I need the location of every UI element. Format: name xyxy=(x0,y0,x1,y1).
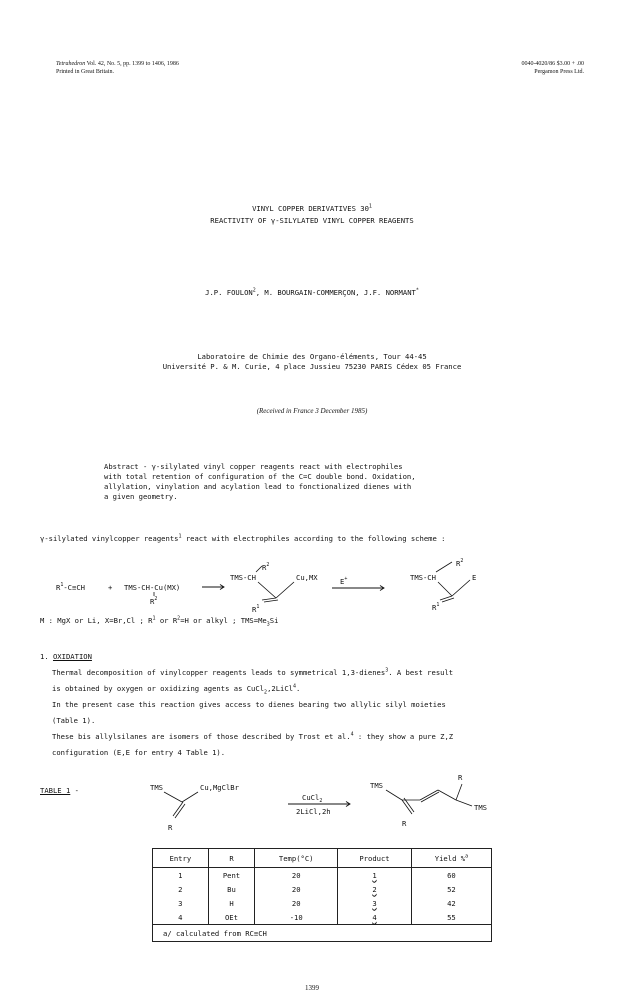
cell-temp: 20 xyxy=(255,882,338,896)
publisher: Pergamon Press Ltd. xyxy=(534,69,584,75)
cell-yield: 42 xyxy=(411,896,491,910)
scheme-cu-mx: Cu,MX xyxy=(296,573,318,582)
cell-product: 1 xyxy=(338,868,412,883)
table-row xyxy=(153,910,492,925)
journal-name: Tetrahedron xyxy=(56,61,86,67)
scheme-electrophile: E+ xyxy=(340,576,348,586)
section-para-2-line-1: In the present case this reaction gives access to dienes bearing two allylic silyl moieties xyxy=(52,700,446,709)
scheme-r2-b: $R^2$ xyxy=(456,558,464,568)
section-para-1-line-1: Thermal decomposition of vinylcopper reagents leads to symmetrical 1,3-dienes$^3$. A best result xyxy=(52,667,454,677)
abstract-line-4: a given geometry. xyxy=(104,492,178,501)
table-row xyxy=(153,896,492,910)
table-1 xyxy=(152,848,492,942)
table-scheme-r-bottom: R xyxy=(402,819,407,828)
cell-product: 4 xyxy=(338,910,412,925)
title-line-2: REACTIVITY OF γ-SILYLATED VINYL COPPER REAGENTS xyxy=(210,216,414,225)
table-1-scheme xyxy=(0,770,624,842)
cell-r: Bu xyxy=(208,882,255,896)
table-scheme-conditions: 2LiCl,2h xyxy=(296,807,331,816)
issn-code: 0040-4020/86 $3.00 + .00 xyxy=(521,61,584,67)
cell-yield: 55 xyxy=(411,910,491,925)
header-r: R xyxy=(208,849,255,868)
scheme-tms-ch: TMS-CH xyxy=(230,573,256,582)
section-para-3-line-2: configuration (E,E for entry 4 Table 1). xyxy=(52,748,226,757)
table-scheme-tms-left: TMS xyxy=(150,783,163,792)
abstract-line-3: allylation, vinylation and acylation lead to fonctionalized dienes with xyxy=(104,482,412,491)
cell-entry: 3 xyxy=(153,896,209,910)
journal-volume: Vol. 42, No. 5, pp. 1399 to 1406, 1986 xyxy=(85,61,179,67)
table-scheme-tms-right-2: TMS xyxy=(474,803,487,812)
table-scheme-r-left: R xyxy=(168,823,173,832)
section-heading: 1. OXIDATION xyxy=(40,652,92,661)
cell-product: 3 xyxy=(338,896,412,910)
header-yield: Yield %$^a$ xyxy=(411,849,491,868)
scheme-tms-ch-2: TMS-CH xyxy=(410,573,436,582)
scheme-r1-alkyne: $R^1-C\equiv CH$ xyxy=(56,582,85,592)
header-temp: Temp(°C) xyxy=(255,849,338,868)
scheme-plus: + xyxy=(108,583,113,592)
table-label: TABLE 1 - xyxy=(40,786,79,795)
scheme-reagent: TMS-CH-Cu(MX) xyxy=(124,583,181,592)
table-footnote-row xyxy=(153,925,492,942)
cell-yield: 52 xyxy=(411,882,491,896)
cell-temp: 20 xyxy=(255,868,338,883)
table-header-row xyxy=(153,849,492,868)
scheme-e: E xyxy=(472,573,477,582)
cell-r: OEt xyxy=(208,910,255,925)
table-scheme-reagent: CuCl$_2$ xyxy=(302,793,323,804)
table-row xyxy=(153,868,492,883)
intro-paragraph: γ-silylated vinylcopper reagents$^1$ react with electrophiles according to the following scheme : xyxy=(40,533,446,543)
printed-in: Printed in Great Britain. xyxy=(56,69,114,75)
table-row xyxy=(153,882,492,896)
table-scheme-tms-right: TMS xyxy=(370,781,383,790)
scheme-r2: $R^2$ xyxy=(262,562,270,572)
cell-entry: 1 xyxy=(153,868,209,883)
header-product: Product xyxy=(338,849,412,868)
journal-citation xyxy=(56,60,179,68)
cell-yield: 60 xyxy=(411,868,491,883)
scheme-r1-b: $R^1$ xyxy=(252,604,260,614)
abstract-line-1: Abstract - γ-silylated vinyl copper reagents react with electrophiles xyxy=(104,462,403,471)
authors: J.P. FOULON$^2$, M. BOURGAIN-COMMERÇON, J.F. NORMANT* xyxy=(205,287,419,297)
cell-temp: 20 xyxy=(255,896,338,910)
cell-entry: 2 xyxy=(153,882,209,896)
cell-entry: 4 xyxy=(153,910,209,925)
scheme-r1-c: $R^1$ xyxy=(432,602,440,612)
section-para-1-line-2: is obtained by oxygen or oxidizing agents as CuCl$_2$,2LiCl$^4$. xyxy=(52,683,301,696)
received-date: (Received in France 3 December 1985) xyxy=(256,407,368,415)
page-number: 1399 xyxy=(305,984,319,992)
table-scheme-r-top: R xyxy=(458,773,463,782)
abstract-line-2: with total retention of configuration of the C=C double bond. Oxidation, xyxy=(104,472,416,481)
affiliation-line-1: Laboratoire de Chimie des Organo-éléments, Tour 44-45 xyxy=(197,352,427,361)
section-para-3-line-1: These bis allylsilanes are isomers of those described by Trost et al.$^4$ : they show a pure Z,Z xyxy=(52,731,454,741)
table-scheme-cu-mgclbr: Cu,MgClBr xyxy=(200,783,239,792)
cell-r: H xyxy=(208,896,255,910)
cell-product: 2 xyxy=(338,882,412,896)
header-entry: Entry xyxy=(153,849,209,868)
affiliation-line-2: Université P. & M. Curie, 4 place Jussieu 75230 PARIS Cédex 05 France xyxy=(162,362,462,371)
scheme-reagent-r2: $R^2$ xyxy=(150,596,158,606)
section-para-2-line-2: (Table 1). xyxy=(52,716,96,725)
table-footnote: a/ calculated from RC≡CH xyxy=(153,925,492,942)
reaction-scheme-1 xyxy=(0,540,624,620)
title-line-1: VINYL COPPER DERIVATIVES $30^1$ xyxy=(252,203,372,213)
cell-temp: -10 xyxy=(255,910,338,925)
scheme-legend: M : MgX or Li, X=Br,Cl ; $R^1$ or $R^2=H$ or alkyl ; $TMS=Me_3Si$ xyxy=(40,615,279,628)
cell-r: Pent xyxy=(208,868,255,883)
